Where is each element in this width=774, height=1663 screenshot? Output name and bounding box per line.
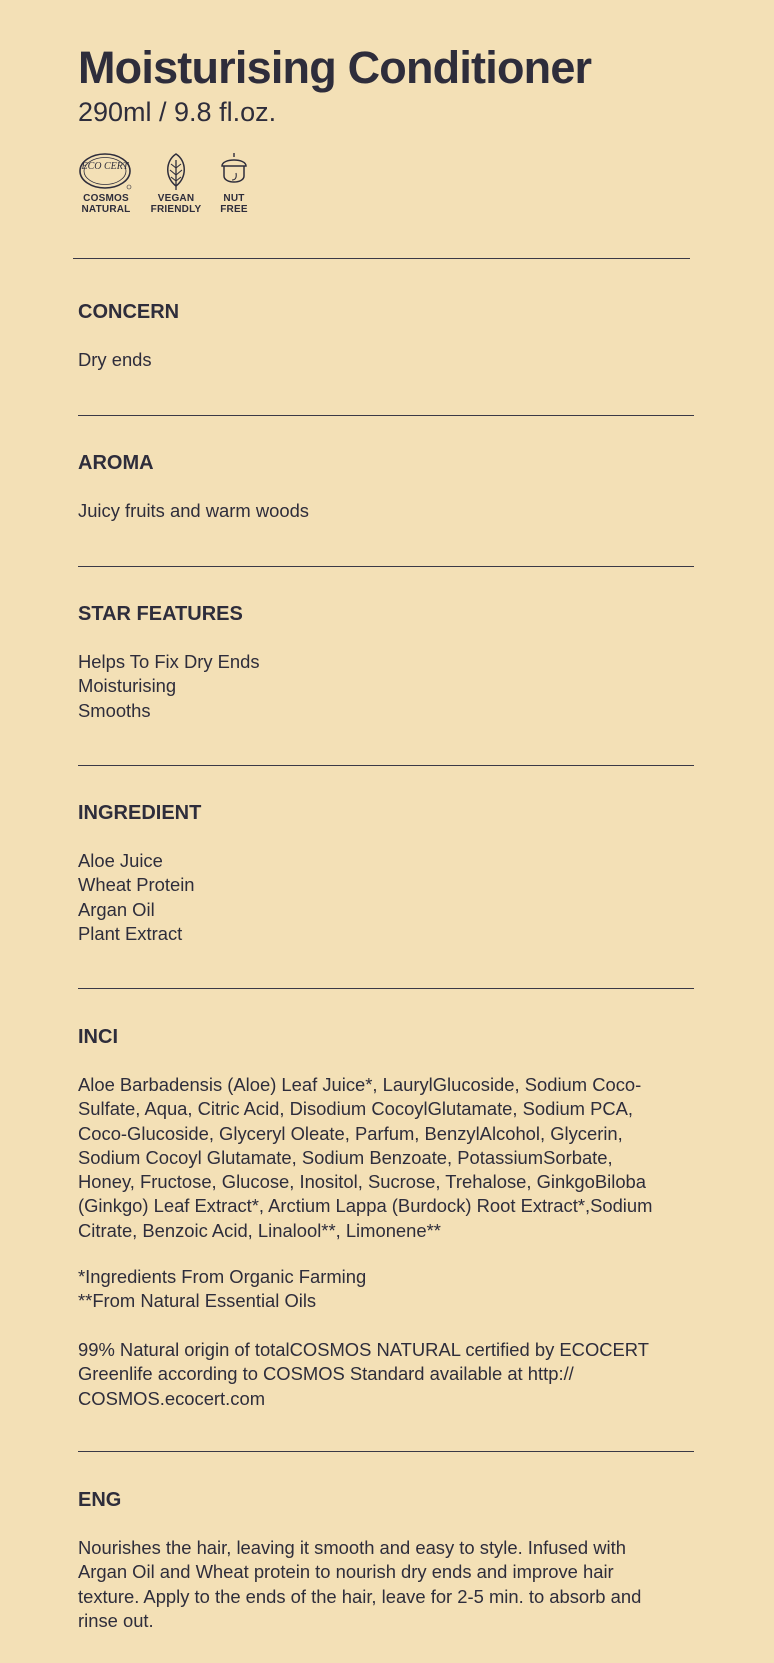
section-title-concern: CONCERN: [78, 301, 180, 323]
leaf-icon: [161, 151, 191, 191]
badge-label: NUT FREE: [220, 193, 248, 215]
inci-line: Aloe Barbadensis (Aloe) Leaf Juice*, LaurylGlucoside, Sodium Coco-: [78, 1074, 642, 1095]
section-body-aroma: [78, 499, 698, 523]
inci-note: *Ingredients From Organic Farming: [78, 1266, 367, 1287]
ingredient-item: Argan Oil: [78, 898, 155, 920]
badge-label: COSMOS NATURAL: [81, 193, 131, 215]
inci-line: Sulfate, Aqua, Citric Acid, Disodium CocoylGlutamate, Sodium PCA,: [78, 1098, 634, 1120]
inci-line: Coco-Glucoside, Glyceryl Oleate, Parfum, BenzylAlcohol, Glycerin,: [78, 1122, 623, 1144]
ecocert-icon: [78, 151, 134, 191]
cert-line: 99% Natural origin of totalCOSMOS NATURAL certified by ECOCERT: [78, 1339, 649, 1360]
divider: [78, 415, 694, 416]
divider: [78, 988, 694, 989]
section-body-inci: [78, 1073, 698, 1243]
ingredient-item: Wheat Protein: [78, 874, 195, 896]
section-title-star-features: STAR FEATURES: [78, 603, 243, 625]
badge-nut-free: [214, 151, 254, 215]
section-body-concern: [78, 348, 698, 372]
section-title-eng: ENG: [78, 1489, 122, 1511]
ecocert-logo-text: ECO CERT: [81, 161, 129, 172]
feature-item: Smooths: [78, 699, 151, 721]
product-size: 290ml / 9.8 fl.oz.: [78, 97, 277, 127]
badge-vegan-friendly: [148, 151, 204, 215]
ingredient-item: Aloe Juice: [78, 850, 163, 871]
divider: [73, 258, 690, 259]
eng-line: rinse out.: [78, 1609, 154, 1631]
eng-line: texture. Apply to the ends of the hair, leave for 2-5 min. to absorb and: [78, 1585, 642, 1607]
product-title: Moisturising Conditioner: [78, 42, 592, 93]
inci-certification: [78, 1338, 698, 1411]
inci-note: **From Natural Essential Oils: [78, 1290, 317, 1312]
eng-line: Nourishes the hair, leaving it smooth and easy to style. Infused with: [78, 1537, 626, 1558]
inci-line: (Ginkgo) Leaf Extract*, Arctium Lappa (Burdock) Root Extract*,Sodium: [78, 1195, 653, 1217]
badge-cosmos-natural: [78, 151, 134, 215]
feature-item: Helps To Fix Dry Ends: [78, 651, 260, 672]
divider: [78, 1451, 694, 1452]
section-title-aroma: AROMA: [78, 452, 154, 474]
inci-notes: [78, 1265, 698, 1314]
cert-line: COSMOS.ecocert.com: [78, 1387, 266, 1409]
concern-line: Dry ends: [78, 349, 152, 370]
ingredient-item: Plant Extract: [78, 922, 183, 944]
section-body-eng: [78, 1536, 698, 1633]
inci-line: Citrate, Benzoic Acid, Linalool**, Limonene**: [78, 1219, 441, 1241]
inci-ingredients: [78, 1073, 698, 1243]
divider: [78, 765, 694, 766]
aroma-line: Juicy fruits and warm woods: [78, 500, 309, 521]
eng-line: Argan Oil and Wheat protein to nourish dry ends and improve hair: [78, 1561, 614, 1583]
section-title-ingredient: INGREDIENT: [78, 802, 202, 824]
divider: [78, 566, 694, 567]
badge-label: VEGAN FRIENDLY: [150, 193, 202, 215]
cert-line: Greenlife according to COSMOS Standard available at http://: [78, 1363, 574, 1385]
section-body-star-features: [78, 650, 698, 723]
inci-line: Honey, Fructose, Glucose, Inositol, Sucrose, Trehalose, GinkgoBiloba: [78, 1171, 647, 1193]
section-title-inci: INCI: [78, 1026, 118, 1048]
section-body-ingredient: [78, 849, 698, 946]
feature-item: Moisturising: [78, 675, 177, 697]
inci-line: Sodium Cocoyl Glutamate, Sodium Benzoate, PotassiumSorbate,: [78, 1146, 613, 1168]
acorn-icon: [219, 151, 249, 191]
